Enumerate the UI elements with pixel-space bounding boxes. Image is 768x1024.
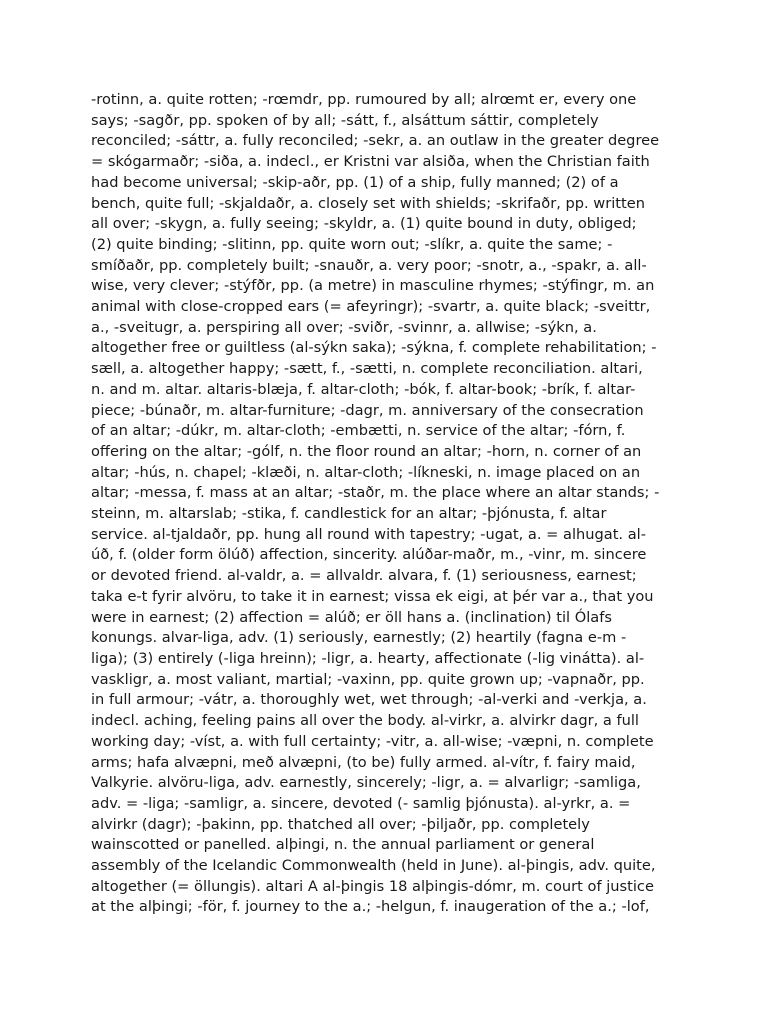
- text-line: arms; hafa alvæpni, með alvæpni, (to be) fully armed. al-vítr, f. fairy maid,: [91, 753, 636, 771]
- text-line: altar; -messa, f. mass at an altar; -staðr, m. the place where an altar stands; -: [91, 484, 660, 502]
- text-line: at the alþingi; -för, f. journey to the a.; -helgun, f. inaugeration of the a.; -lof,: [91, 898, 650, 916]
- text-line: altogether (= öllungis). altari A al-þingis 18 alþingis-dómr, m. court of justice: [91, 877, 654, 895]
- text-line: were in earnest; (2) affection = alúð; er öll hans a. (inclination) til Ólafs: [91, 608, 612, 626]
- text-line: offering on the altar; -gólf, n. the floor round an altar; -horn, n. corner of an: [91, 442, 642, 460]
- text-line: n. and m. altar. altaris-blæja, f. altar-cloth; -bók, f. altar-book; -brík, f. altar-: [91, 380, 636, 398]
- text-line: úð, f. (older form ölúð) affection, sincerity. alúðar-maðr, m., -vinr, m. sincere: [91, 546, 647, 564]
- text-line: animal with close-cropped ears (= afeyringr); -svartr, a. quite black; -sveittr,: [91, 298, 651, 316]
- text-line: reconciled; -sáttr, a. fully reconciled; -sekr, a. an outlaw in the greater degree: [91, 132, 660, 150]
- text-line: sæll, a. altogether happy; -sætt, f., -sætti, n. complete reconciliation. altari,: [91, 360, 643, 378]
- text-line: a., -sveitugr, a. perspiring all over; -sviðr, -svinnr, a. allwise; -sýkn, a.: [91, 318, 597, 336]
- text-line: bench, quite full; -skjaldaðr, a. closely set with shields; -skrifaðr, pp. written: [91, 194, 645, 212]
- text-line: says; -sagðr, pp. spoken of by all; -sátt, f., alsáttum sáttir, completely: [91, 111, 599, 129]
- text-line: alvirkr (dagr); -þakinn, pp. thatched all over; -þiljaðr, pp. completely: [91, 815, 590, 833]
- text-line: piece; -búnaðr, m. altar-furniture; -dagr, m. anniversary of the consecration: [91, 401, 644, 419]
- text-line: service. al-tjaldaðr, pp. hung all round with tapestry; -ugat, a. = alhugat. al-: [91, 525, 646, 543]
- text-line: working day; -víst, a. with full certainty; -vitr, a. all-wise; -væpni, n. complete: [91, 732, 654, 750]
- text-line: had become universal; -skip-aðr, pp. (1) of a ship, fully manned; (2) of a: [91, 173, 619, 191]
- text-line: assembly of the Icelandic Commonwealth (held in June). al-þingis, adv. quite,: [91, 857, 656, 875]
- text-line: of an altar; -dúkr, m. altar-cloth; -embætti, n. service of the altar; -fórn, f.: [91, 422, 626, 440]
- text-line: altogether free or guiltless (al-sýkn saka); -sýkna, f. complete rehabilitation; -: [91, 339, 657, 357]
- text-line: or devoted friend. al-valdr, a. = allvaldr. alvara, f. (1) seriousness, earnest;: [91, 567, 637, 585]
- text-line: vaskligr, a. most valiant, martial; -vaxinn, pp. quite grown up; -vapnaðr, pp.: [91, 670, 645, 688]
- text-line: altar; -hús, n. chapel; -klæði, n. altar-cloth; -líkneski, n. image placed on an: [91, 463, 641, 481]
- text-line: adv. = -liga; -samligr, a. sincere, devoted (- samlig þjónusta). al-yrkr, a. =: [91, 794, 631, 812]
- text-line: wainscotted or panelled. alþingi, n. the annual parliament or general: [91, 836, 595, 854]
- text-line: in full armour; -vátr, a. thoroughly wet, wet through; -al-verki and -verkja, a.: [91, 691, 647, 709]
- text-line: liga); (3) entirely (-liga hreinn); -ligr, a. hearty, affectionate (-lig vinátta). al-: [91, 649, 645, 667]
- text-line: indecl. aching, feeling pains all over the body. al-virkr, a. alvirkr dagr, a full: [91, 712, 639, 730]
- text-line: taka e-t fyrir alvöru, to take it in earnest; vissa ek eigi, at þér var a., that you: [91, 587, 654, 605]
- text-line: Valkyrie. alvöru-liga, adv. earnestly, sincerely; -ligr, a. = alvarligr; -samliga,: [91, 774, 641, 792]
- text-line: wise, very clever; -stýfðr, pp. (a metre) in masculine rhymes; -stýfingr, m. an: [91, 277, 655, 295]
- text-line: all over; -skygn, a. fully seeing; -skyldr, a. (1) quite bound in duty, obliged;: [91, 215, 637, 233]
- text-line: -rotinn, a. quite rotten; -rœmdr, pp. rumoured by all; alrœmt er, every one: [91, 91, 637, 108]
- text-line: smíðaðr, pp. completely built; -snauðr, a. very poor; -snotr, a., -spakr, a. all-: [91, 256, 647, 274]
- text-line: konungs. alvar-liga, adv. (1) seriously, earnestly; (2) heartily (fagna e-m -: [91, 629, 627, 647]
- text-line: steinn, m. altarslab; -stika, f. candlestick for an altar; -þjónusta, f. altar: [91, 505, 607, 523]
- text-line: (2) quite binding; -slitinn, pp. quite worn out; -slíkr, a. quite the same; -: [91, 235, 613, 253]
- dictionary-text-block: [91, 90, 691, 918]
- text-line: = skógarmaðr; -siða, a. indecl., er Kristni var alsiða, when the Christian faith: [91, 153, 650, 171]
